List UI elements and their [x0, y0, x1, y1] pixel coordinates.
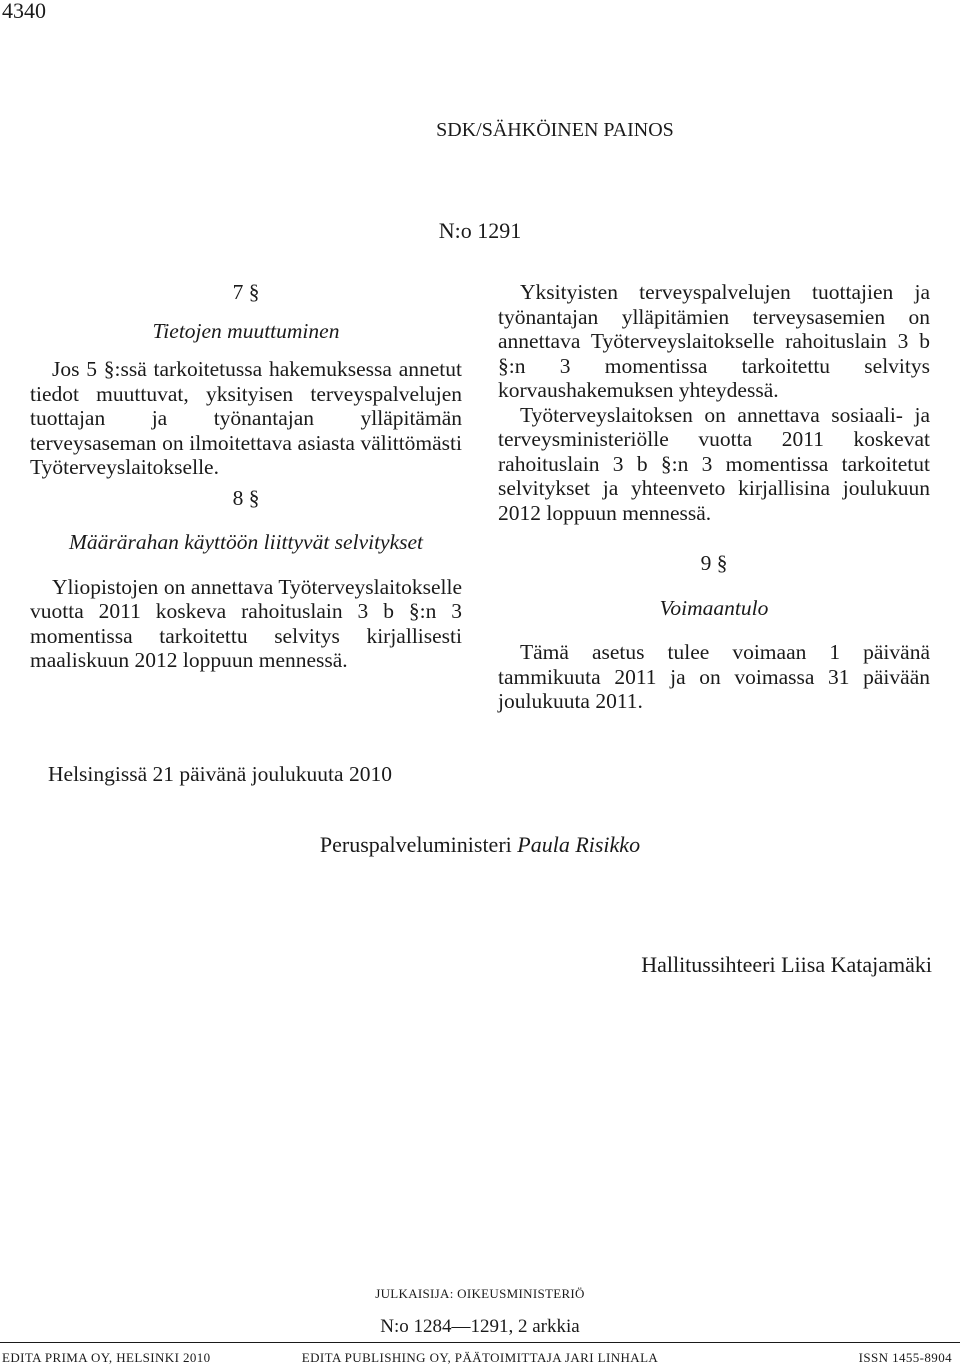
printer-center: EDITA PUBLISHING OY, PÄÄTOIMITTAJA JARI LINHALA	[301, 1350, 659, 1365]
right-paragraph-2: Työterveyslaitoksen on annettava sosiaali- ja terveysministeriölle vuotta 2011 koskevat rahoituslain 3 b §:n 3 momentissa tarkoitetut selvitykset ja yhteenveto kirjallisina joulukuun 2012 loppuun mennessä.	[498, 402, 930, 525]
footer-divider	[0, 1342, 960, 1343]
section-7-heading: 7 §	[232, 280, 260, 304]
minister-signature	[0, 832, 960, 858]
right-column	[498, 280, 930, 714]
page-number: 4340	[2, 0, 46, 23]
right-paragraph-1: Yksityisten terveyspalvelujen tuottajien ja työnantajan ylläpitämien terveysasemien on annettava Työterveyslaitokselle rahoituslain 3 b §:n 3 momentissa tarkoitettu selvitys korvaushakemuksen yhteydessä.	[498, 280, 930, 402]
section-9-text: Tämä asetus tulee voimaan 1 päivänä tammikuuta 2011 ja on voimassa 31 päivään joulukuuta 2011.	[498, 640, 930, 713]
edition-label: SDK/SÄHKÖINEN PAINOS	[436, 119, 674, 141]
section-8-heading: 8 §	[232, 485, 260, 510]
issn: ISSN 1455-8904	[858, 1350, 952, 1365]
statute-number: N:o 1291	[438, 218, 522, 243]
minister-name: Paula Risikko	[517, 832, 641, 857]
section-9-heading: 9 §	[700, 551, 728, 575]
section-8-text: Yliopistojen on annettava Työterveyslaitokselle vuotta 2011 koskeva rahoituslain 3 b §:n 3 momentissa tarkoitettu selvitys kirjallisesti maaliskuun 2012 loppuun mennessä.	[30, 574, 462, 672]
publication-numbers: N:o 1284—1291, 2 arkkia	[380, 1316, 580, 1337]
section-7-title: Tietojen muuttuminen	[152, 318, 340, 343]
secretary-signature: Hallitussihteeri Liisa Katajamäki	[641, 952, 932, 977]
signing-place-date: Helsingissä 21 päivänä joulukuuta 2010	[48, 762, 392, 786]
printer-left: EDITA PRIMA OY, HELSINKI 2010	[2, 1350, 211, 1365]
minister-title: Peruspalveluministeri	[319, 832, 512, 857]
section-9-title: Voimaantulo	[659, 595, 769, 620]
section-7-text: Jos 5 §:ssä tarkoitetussa hakemuksessa annetut tiedot muuttuvat, yksityisen terveyspalvelujen tuottajan ja työnantajan ylläpitämän terveysaseman on ilmoitettava asiasta välittömästi Työterveyslaitokselle.	[30, 357, 462, 479]
publisher: JULKAISIJA: OIKEUSMINISTERIÖ	[375, 1286, 585, 1301]
section-8-title: Määrärahan käyttöön liittyvät selvitykset	[68, 530, 424, 554]
left-column	[30, 280, 462, 673]
